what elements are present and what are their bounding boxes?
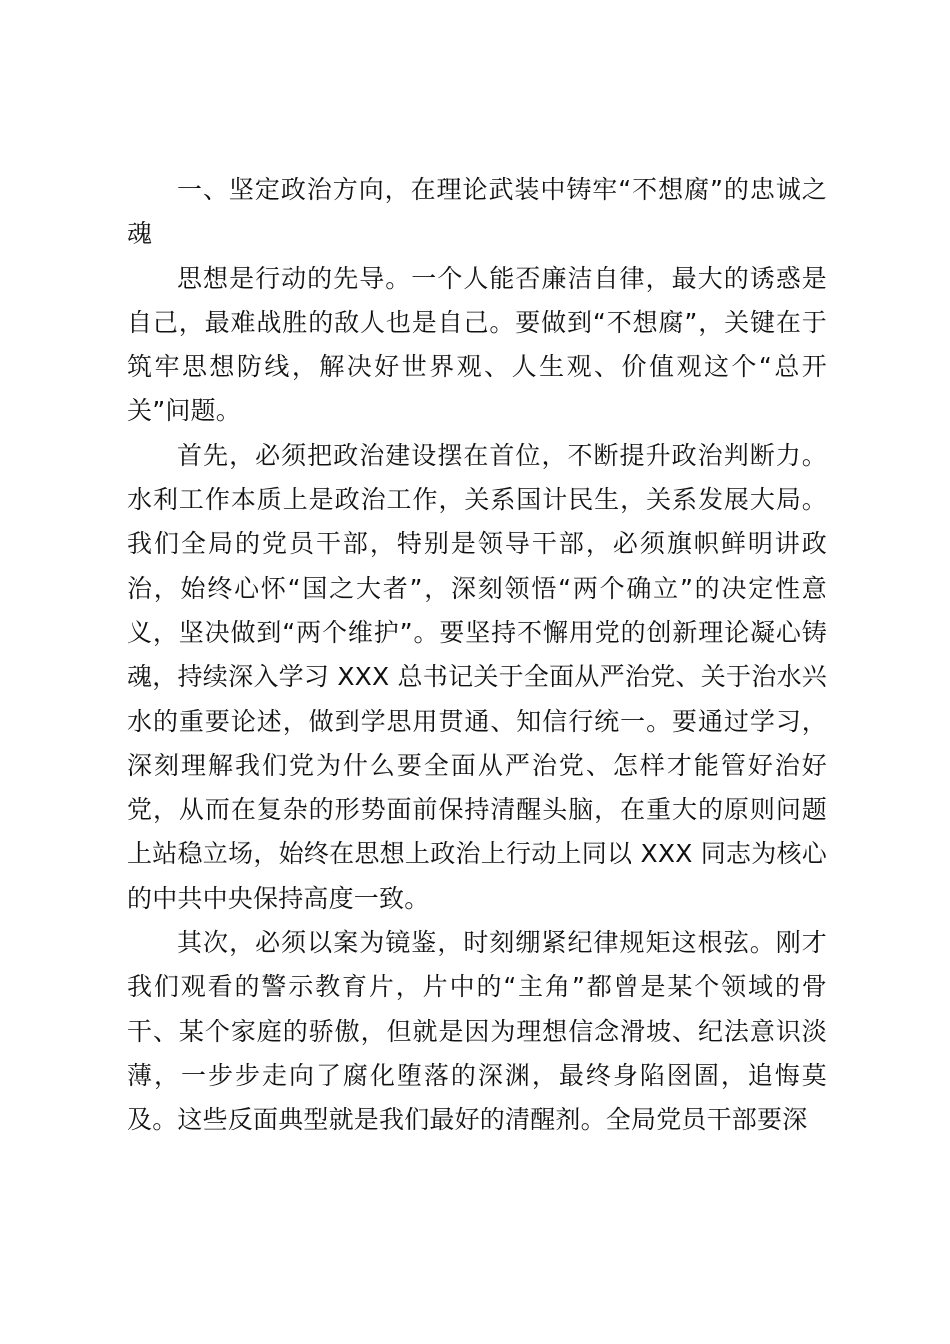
paragraph-ideology: 思想是行动的先导。一个人能否廉洁自律，最大的诱惑是自己，最难战胜的敌人也是自己。要做到“不想腐”，关键在于筑牢思想防线，解决好世界观、人生观、价值观这个“总开关”问题。: [127, 263, 827, 426]
paragraph-political-construction: 首先，必须把政治建设摆在首位，不断提升政治判断力。水利工作本质上是政治工作，关系国计民生，关系发展大局。我们全局的党员干部，特别是领导干部，必须旗帜鲜明讲政治，始终心怀“国之大者”，深刻领悟“两个确立”的决定性意义，坚决做到“两个维护”。要坚持不懈用党的创新理论凝心铸魂，持续深入学习 XXX 总书记关于全面从严治党、关于治水兴水的重要论述，做到学思用贯通、知信行统一。要通过学习，深刻理解我们党为什么要全面从严治党、怎样才能管好治好党，从而在复杂的形势面前保持清醒头脑，在重大的原则问题上站稳立场，始终在思想上政治上行动上同以 XXX 同志为核心的中共中央保持高度一致。: [127, 440, 827, 913]
paragraph-case-warning: 其次，必须以案为镜鉴，时刻绷紧纪律规矩这根弦。刚才我们观看的警示教育片，片中的“主角”都曾是某个领域的骨干、某个家庭的骄傲，但就是因为理想信念滑坡、纪法意识淡薄，一步步走向了腐化堕落的深渊，最终身陷囹圄，追悔莫及。这些反面典型就是我们最好的清醒剂。全局党员干部要深: [127, 928, 827, 1135]
section-heading: 一、坚定政治方向，在理论武装中铸牢“不想腐”的忠诚之魂: [127, 175, 827, 249]
document-body: [127, 168, 827, 1143]
